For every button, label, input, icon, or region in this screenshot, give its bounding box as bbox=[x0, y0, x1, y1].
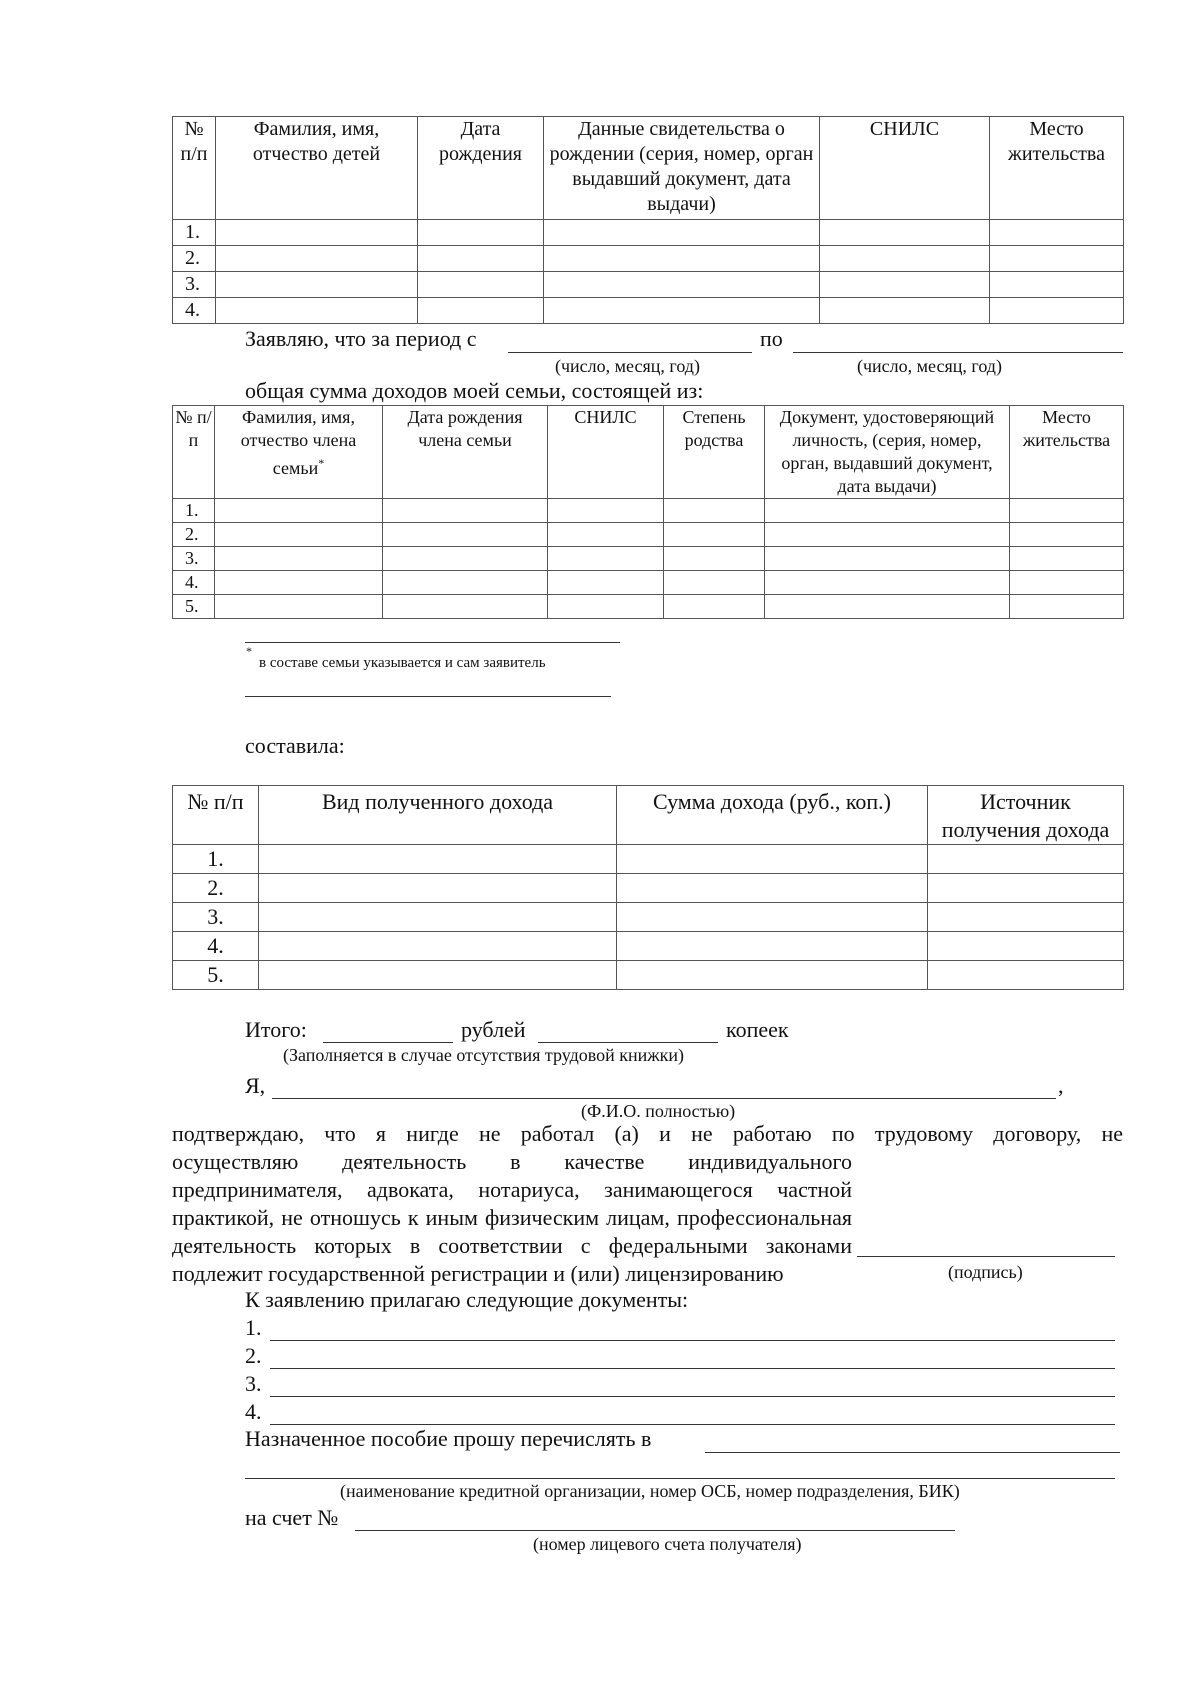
period-prefix: Заявляю, что за период с bbox=[245, 326, 477, 351]
table-cell[interactable] bbox=[259, 903, 617, 932]
children-table-header bbox=[173, 117, 1124, 220]
table-cell[interactable] bbox=[820, 246, 990, 272]
col-number: № п/п bbox=[173, 406, 215, 499]
table-cell[interactable] bbox=[617, 961, 928, 990]
table-row bbox=[173, 298, 1124, 324]
confirmation-text: осуществляю деятельность в качестве индивидуального предпринимателя, адвоката, нотариуса, занимающегося частной практикой, не отношусь к иным физическим лицам, профессиональная деятельность которых в соответствии с федеральными законами подлежит государственной регистрации и (или) лицензированию bbox=[172, 1149, 852, 1286]
bank-field-continued[interactable] bbox=[245, 1478, 1115, 1479]
row-number: 5. bbox=[173, 961, 259, 990]
table-cell[interactable] bbox=[216, 272, 418, 298]
i-label: Я, bbox=[245, 1073, 266, 1098]
name-comma: , bbox=[1058, 1073, 1064, 1098]
row-number: 2. bbox=[173, 246, 216, 272]
signature-field[interactable] bbox=[857, 1256, 1115, 1257]
table-cell[interactable] bbox=[548, 547, 664, 571]
table-cell[interactable] bbox=[383, 499, 548, 523]
table-cell[interactable] bbox=[383, 571, 548, 595]
period-from-hint: (число, месяц, год) bbox=[555, 356, 700, 376]
family-table bbox=[172, 405, 1124, 619]
table-cell[interactable] bbox=[216, 220, 418, 246]
col-residence: Место жительства bbox=[1010, 406, 1124, 499]
table-cell[interactable] bbox=[259, 932, 617, 961]
col-child-name: Фамилия, имя, отчество детей bbox=[216, 117, 418, 220]
income-table-header bbox=[173, 786, 1124, 845]
table-cell[interactable] bbox=[1010, 499, 1124, 523]
table-cell[interactable] bbox=[664, 595, 765, 619]
attachment-field[interactable] bbox=[270, 1368, 1115, 1369]
row-number: 3. bbox=[173, 903, 259, 932]
row-number: 3. bbox=[173, 272, 216, 298]
footnote-text: в составе семьи указывается и сам заявитель bbox=[259, 655, 546, 671]
table-cell[interactable] bbox=[259, 845, 617, 874]
attachment-field[interactable] bbox=[270, 1396, 1115, 1397]
table-cell[interactable] bbox=[990, 246, 1124, 272]
attachment-number: 1. bbox=[245, 1315, 262, 1340]
attachment-number: 4. bbox=[245, 1399, 262, 1424]
table-cell[interactable] bbox=[664, 547, 765, 571]
footnote-separator bbox=[245, 642, 620, 643]
table-row bbox=[173, 874, 1124, 903]
col-income-source: Источник получения дохода bbox=[928, 786, 1124, 845]
col-relation: Степень родства bbox=[664, 406, 765, 499]
row-number: 3. bbox=[173, 547, 215, 571]
col-birth-certificate: Данные свидетельства о рождении (серия, номер, орган выдавший документ, дата выдачи) bbox=[544, 117, 820, 220]
table-row bbox=[173, 961, 1124, 990]
table-cell[interactable] bbox=[820, 220, 990, 246]
col-identity-document: Документ, удостоверяющий личность, (серия, номер, орган, выдавший документ, дата выдачи) bbox=[765, 406, 1010, 499]
table-cell[interactable] bbox=[617, 932, 928, 961]
table-cell[interactable] bbox=[664, 523, 765, 547]
table-row bbox=[173, 595, 1124, 619]
row-number: 1. bbox=[173, 220, 216, 246]
table-cell[interactable] bbox=[617, 845, 928, 874]
bank-hint: (наименование кредитной организации, номер ОСБ, номер подразделения, БИК) bbox=[340, 1481, 960, 1501]
total-kopecks-field[interactable] bbox=[538, 1042, 718, 1043]
col-member-name-label: Фамилия, имя, отчество члена семьи bbox=[240, 407, 357, 478]
table-cell[interactable] bbox=[383, 595, 548, 619]
attachment-number: 3. bbox=[245, 1371, 262, 1396]
footnote-star: * bbox=[246, 644, 252, 658]
table-cell[interactable] bbox=[765, 595, 1010, 619]
table-cell[interactable] bbox=[928, 932, 1124, 961]
table-cell[interactable] bbox=[544, 298, 820, 324]
account-hint: (номер лицевого счета получателя) bbox=[533, 1534, 802, 1554]
col-income-type: Вид полученного дохода bbox=[259, 786, 617, 845]
table-cell[interactable] bbox=[990, 298, 1124, 324]
row-number: 2. bbox=[173, 523, 215, 547]
table-cell[interactable] bbox=[383, 547, 548, 571]
table-row bbox=[173, 845, 1124, 874]
table-row bbox=[173, 246, 1124, 272]
account-field[interactable] bbox=[355, 1530, 955, 1531]
table-cell[interactable] bbox=[383, 523, 548, 547]
account-label: на счет № bbox=[245, 1505, 339, 1530]
table-cell[interactable] bbox=[664, 571, 765, 595]
family-table-header bbox=[173, 406, 1124, 499]
signature-hint: (подпись) bbox=[948, 1262, 1023, 1282]
children-table bbox=[172, 116, 1124, 324]
bank-field[interactable] bbox=[705, 1452, 1120, 1453]
full-name-field[interactable] bbox=[272, 1098, 1056, 1099]
row-number: 5. bbox=[173, 595, 215, 619]
col-snils: СНИЛС bbox=[548, 406, 664, 499]
table-cell[interactable] bbox=[990, 272, 1124, 298]
table-cell[interactable] bbox=[820, 298, 990, 324]
no-workbook-note: (Заполняется в случае отсутствия трудовой книжки) bbox=[283, 1045, 685, 1065]
table-cell[interactable] bbox=[990, 220, 1124, 246]
col-member-name bbox=[215, 406, 383, 499]
table-row bbox=[173, 932, 1124, 961]
row-number: 1. bbox=[173, 845, 259, 874]
table-cell[interactable] bbox=[765, 499, 1010, 523]
table-cell[interactable] bbox=[259, 961, 617, 990]
attachment-field[interactable] bbox=[270, 1424, 1115, 1425]
attachments-label: К заявлению прилагаю следующие документы: bbox=[245, 1287, 689, 1312]
table-cell[interactable] bbox=[928, 874, 1124, 903]
attachment-number: 2. bbox=[245, 1343, 262, 1368]
table-row bbox=[173, 499, 1124, 523]
table-cell[interactable] bbox=[216, 246, 418, 272]
table-cell[interactable] bbox=[1010, 523, 1124, 547]
row-number: 4. bbox=[173, 932, 259, 961]
total-rubles-label: рублей bbox=[461, 1017, 526, 1042]
period-to-hint: (число, месяц, год) bbox=[857, 356, 1002, 376]
table-cell[interactable] bbox=[418, 298, 544, 324]
total-label: Итого: bbox=[245, 1017, 307, 1042]
period-to-field[interactable] bbox=[793, 352, 1123, 353]
table-cell[interactable] bbox=[664, 499, 765, 523]
table-cell[interactable] bbox=[765, 571, 1010, 595]
table-cell[interactable] bbox=[215, 595, 383, 619]
table-cell[interactable] bbox=[617, 874, 928, 903]
table-cell[interactable] bbox=[544, 220, 820, 246]
table-cell[interactable] bbox=[215, 499, 383, 523]
table-cell[interactable] bbox=[215, 547, 383, 571]
footnote-end-line bbox=[245, 696, 611, 697]
table-cell[interactable] bbox=[820, 272, 990, 298]
row-number: 4. bbox=[173, 571, 215, 595]
table-cell[interactable] bbox=[544, 246, 820, 272]
table-cell[interactable] bbox=[1010, 595, 1124, 619]
table-cell[interactable] bbox=[259, 874, 617, 903]
row-number: 2. bbox=[173, 874, 259, 903]
composed-label: составила: bbox=[245, 733, 345, 758]
table-cell[interactable] bbox=[548, 571, 664, 595]
table-cell[interactable] bbox=[418, 272, 544, 298]
table-cell[interactable] bbox=[215, 571, 383, 595]
table-row bbox=[173, 547, 1124, 571]
table-cell[interactable] bbox=[544, 272, 820, 298]
table-row bbox=[173, 903, 1124, 932]
col-snils: СНИЛС bbox=[820, 117, 990, 220]
col-member-birth-date: Дата рождения члена семьи bbox=[383, 406, 548, 499]
table-cell[interactable] bbox=[765, 523, 1010, 547]
table-cell[interactable] bbox=[928, 845, 1124, 874]
table-cell[interactable] bbox=[418, 246, 544, 272]
footnote-mark: * bbox=[318, 456, 325, 470]
table-cell[interactable] bbox=[617, 903, 928, 932]
income-table bbox=[172, 785, 1124, 990]
row-number: 4. bbox=[173, 298, 216, 324]
col-number: № п/п bbox=[173, 786, 259, 845]
col-number: № п/п bbox=[173, 117, 216, 220]
attachment-field[interactable] bbox=[270, 1340, 1115, 1341]
table-row bbox=[173, 523, 1124, 547]
period-middle: по bbox=[760, 326, 783, 351]
confirmation-first-line: подтверждаю, что я нигде не работал (а) и не работаю по трудовому договору, не bbox=[172, 1121, 1123, 1146]
col-residence: Место жительства bbox=[990, 117, 1124, 220]
col-birth-date: Дата рождения bbox=[418, 117, 544, 220]
table-cell[interactable] bbox=[548, 499, 664, 523]
table-row bbox=[173, 220, 1124, 246]
total-kopecks-label: копеек bbox=[726, 1017, 789, 1042]
family-intro: общая сумма доходов моей семьи, состоящей из: bbox=[245, 378, 704, 403]
table-cell[interactable] bbox=[928, 961, 1124, 990]
col-income-amount: Сумма дохода (руб., коп.) bbox=[617, 786, 928, 845]
table-cell[interactable] bbox=[1010, 571, 1124, 595]
total-rubles-field[interactable] bbox=[323, 1042, 453, 1043]
table-cell[interactable] bbox=[1010, 547, 1124, 571]
table-cell[interactable] bbox=[418, 220, 544, 246]
table-cell[interactable] bbox=[548, 595, 664, 619]
table-row bbox=[173, 272, 1124, 298]
table-cell[interactable] bbox=[765, 547, 1010, 571]
transfer-label: Назначенное пособие прошу перечислять в bbox=[245, 1426, 652, 1451]
period-from-field[interactable] bbox=[508, 352, 752, 353]
row-number: 1. bbox=[173, 499, 215, 523]
table-cell[interactable] bbox=[928, 903, 1124, 932]
table-cell[interactable] bbox=[216, 298, 418, 324]
table-row bbox=[173, 571, 1124, 595]
table-cell[interactable] bbox=[215, 523, 383, 547]
table-cell[interactable] bbox=[548, 523, 664, 547]
fio-hint: (Ф.И.О. полностью) bbox=[581, 1101, 736, 1121]
